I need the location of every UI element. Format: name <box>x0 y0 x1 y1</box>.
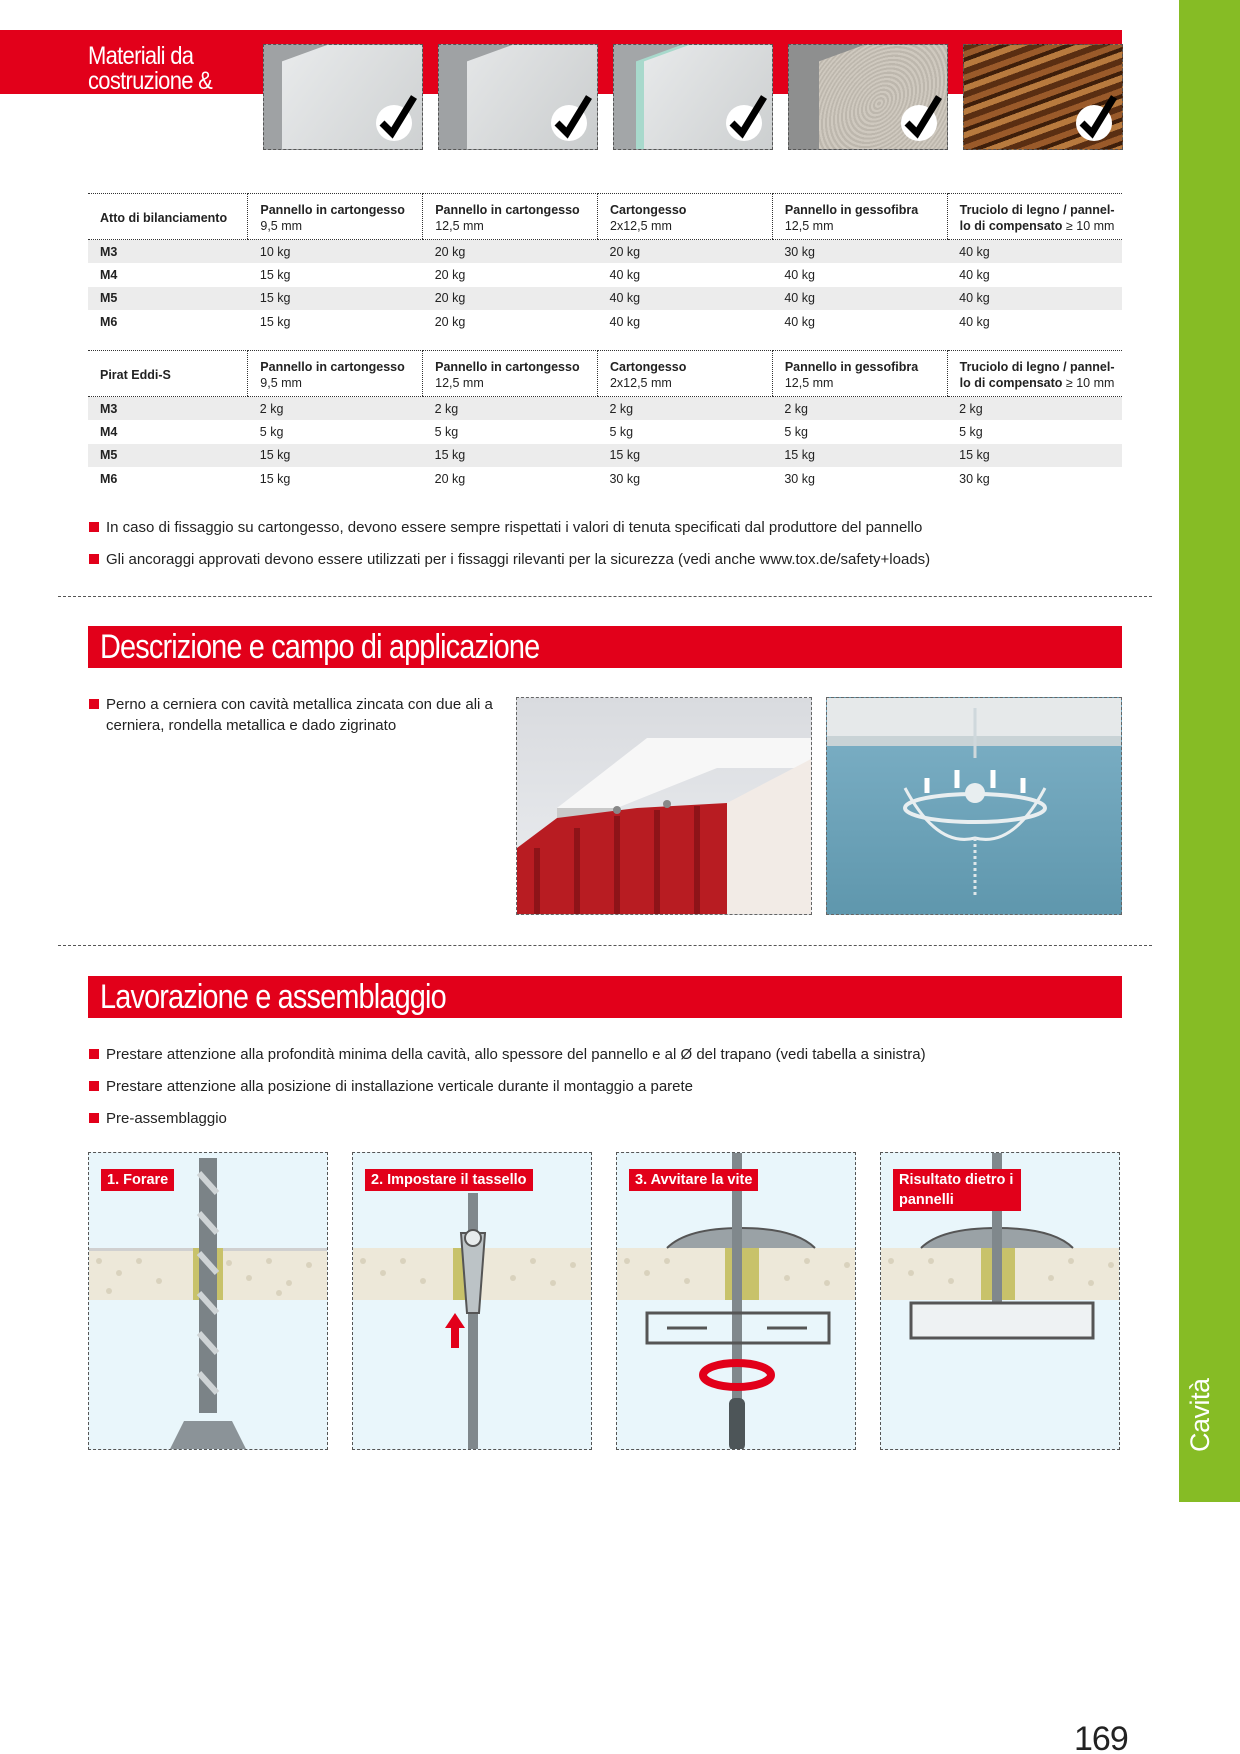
column-header: Pannello in cartongesso 12,5 mm <box>423 194 598 240</box>
material-gypsum-board-12-5 <box>438 44 598 150</box>
side-tab-label: Cavità <box>1185 1378 1215 1452</box>
step-label: 3. Avvitare la vite <box>629 1169 758 1191</box>
table-row: M4 5 kg 5 kg 5 kg 5 kg 5 kg <box>100 424 983 439</box>
material-gypsum-fibre <box>788 44 948 150</box>
column-header: Truciolo di legno / pannel- lo di compensato ≥ 10 mm <box>947 351 1122 397</box>
arrow-up-icon <box>445 1313 465 1348</box>
column-header: Cartongesso 2x12,5 mm <box>597 351 772 397</box>
step-1-drill <box>88 1152 328 1450</box>
assembly-list <box>88 1044 1128 1129</box>
description-list <box>88 694 508 736</box>
divider <box>58 596 1152 597</box>
material-gypsum-board-9-5 <box>263 44 423 150</box>
table-row: M4 15 kg 20 kg 40 kg 40 kg 40 kg <box>100 267 990 282</box>
step-4-result <box>880 1152 1120 1450</box>
column-header: Truciolo di legno / pannel- lo di compensato ≥ 10 mm <box>947 194 1122 240</box>
table-row: M5 15 kg 20 kg 40 kg 40 kg 40 kg <box>88 287 1122 311</box>
step-label: Risultato dietro i pannelli <box>893 1169 1021 1211</box>
step-3-screw <box>616 1152 856 1450</box>
check-icon <box>1076 105 1112 141</box>
material-wood-chipboard <box>963 44 1123 150</box>
column-header: Pannello in cartongesso 12,5 mm <box>423 351 598 397</box>
step-label: 2. Impostare il tassello <box>365 1169 533 1191</box>
application-photo-chandelier <box>826 697 1122 915</box>
list-item: Gli ancoraggi approvati devono essere utilizzati per i fissaggi rilevanti per la sicurezza (vedi anche www.tox.de/safety+loads) <box>88 549 1128 570</box>
check-icon <box>901 105 937 141</box>
column-header: Pannello in cartongesso 9,5 mm <box>248 194 423 240</box>
check-icon <box>726 105 762 141</box>
table-row: M3 10 kg 20 kg 20 kg 30 kg 40 kg <box>88 240 1122 264</box>
column-header: Cartongesso 2x12,5 mm <box>598 194 773 240</box>
table-product-name: Atto di bilanciamento <box>88 194 248 240</box>
table-row: M5 15 kg 15 kg 15 kg 15 kg 15 kg <box>88 444 1122 468</box>
table-product-name: Pirat Eddi-S <box>88 351 248 397</box>
list-item: Prestare attenzione alla profondità minima della cavità, allo spessore del pannello e al Ø del trapano (vedi tabella a sinistra) <box>88 1044 1128 1065</box>
list-item: Perno a cerniera con cavità metallica zincata con due ali a cerniera, rondella metallica e dado zigrinato <box>88 694 508 736</box>
check-icon <box>551 105 587 141</box>
column-header: Pannello in gessofibra 12,5 mm <box>772 351 947 397</box>
header-title: Materiali da costruzione & Valori di tenuta <box>88 42 222 120</box>
check-icon <box>376 105 412 141</box>
step-label: 1. Forare <box>101 1169 174 1191</box>
list-item: Prestare attenzione alla posizione di installazione verticale durante il montaggio a parete <box>88 1076 1128 1097</box>
notes-list <box>88 517 1128 570</box>
list-item: In caso di fissaggio su cartongesso, devono essere sempre rispettati i valori di tenuta specificati dal produttore del pannello <box>88 517 1128 538</box>
column-header: Pannello in gessofibra 12,5 mm <box>772 194 947 240</box>
material-gypsum-double <box>613 44 773 150</box>
divider <box>58 945 1152 946</box>
list-item: Pre-assemblaggio <box>88 1108 1128 1129</box>
load-table-2 <box>88 350 1122 491</box>
column-header: Pannello in cartongesso 9,5 mm <box>248 351 423 397</box>
section-heading-description: Descrizione e campo di applicazione <box>88 626 1122 668</box>
table-row: M6 15 kg 20 kg 40 kg 40 kg 40 kg <box>100 314 990 329</box>
section-heading-assembly: Lavorazione e assemblaggio <box>88 976 1122 1018</box>
application-photo-curtain <box>516 697 812 915</box>
load-table-1 <box>88 193 1122 334</box>
table-row: M6 15 kg 20 kg 30 kg 30 kg 30 kg <box>100 471 990 486</box>
table-row: M3 2 kg 2 kg 2 kg 2 kg 2 kg <box>88 397 1122 421</box>
page-number: 169 <box>1074 1720 1128 1754</box>
step-2-insert <box>352 1152 592 1450</box>
side-tab <box>1179 0 1240 1502</box>
